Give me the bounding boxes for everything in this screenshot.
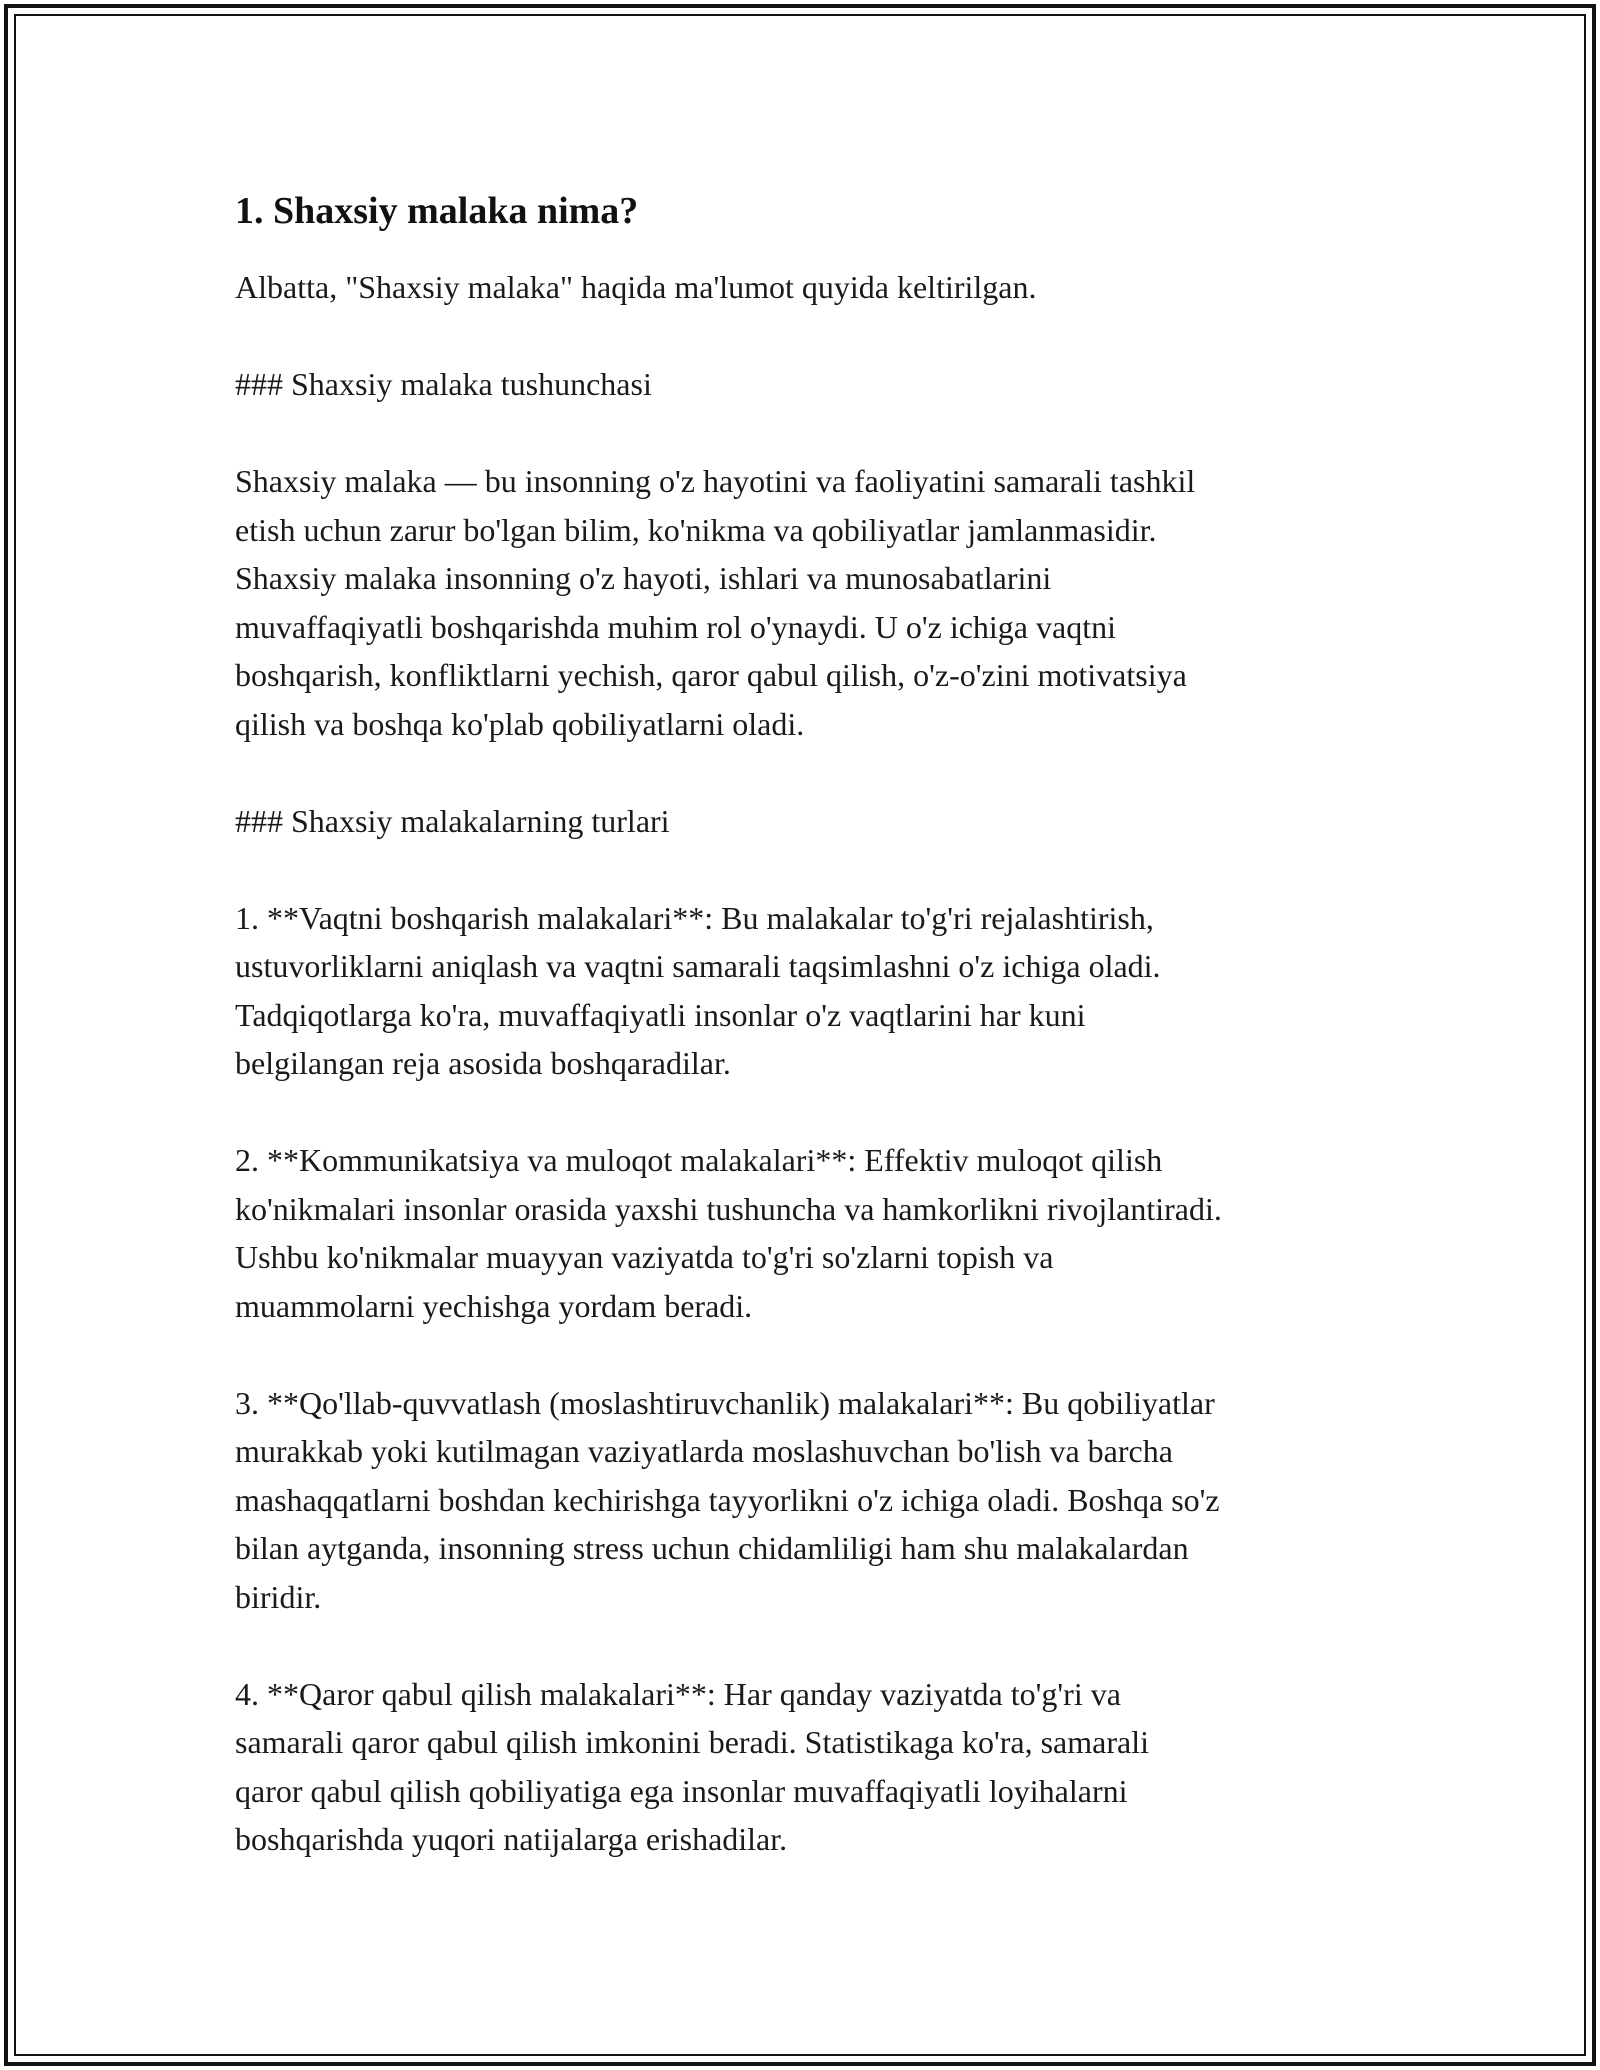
- list-item-communication: 2. **Kommunikatsiya va muloqot malakalari**: Effektiv muloqot qilish ko'nikmalari insonlar orasida yaxshi tushuncha va hamkorlikni rivojlantiradi. Ushbu ko'nikmalar muayyan vaziyatda to'g'ri so'zlarni topish va muammolarni yechishga yordam beradi.: [235, 1142, 1222, 1324]
- list-item-adaptability: 3. **Qo'llab-quvvatlash (moslashtiruvchanlik) malakalari**: Bu qobiliyatlar murakkab yoki kutilmagan vaziyatlarda moslashuvchan bo'lish va barcha mashaqqatlarni boshdan kechirishga tayyorlikni o'z ichiga oladi. Boshqa so'z bilan aytganda, insonning stress uchun chidamliligi ham shu malakalardan biridir.: [235, 1384, 1220, 1615]
- section-heading-concept: ### Shaxsiy malaka tushunchasi: [235, 366, 652, 402]
- concept-paragraph: Shaxsiy malaka — bu insonning o'z hayotini va faoliyatini samarali tashkil etish uchun zarur bo'lgan bilim, ko'nikma va qobiliyatlar jamlanmasidir. Shaxsiy malaka insonning o'z hayoti, ishlari va munosabatlarini muvaffaqiyatli boshqarishda muhim rol o'ynaydi. U o'z ichiga vaqtni boshqarish, konfliktlarni yechish, qaror qabul qilish, o'z-o'zini motivatsiya qilish va boshqa ko'plab qobiliyatlarni oladi.: [235, 463, 1196, 742]
- document-title: 1. Shaxsiy malaka nima?: [235, 190, 639, 232]
- section-heading-types: ### Shaxsiy malakalarning turlari: [235, 802, 670, 839]
- document-body: [235, 185, 1385, 1912]
- list-item-time-management: 1. **Vaqtni boshqarish malakalari**: Bu malakalar to'g'ri rejalashtirish, ustuvorliklarni aniqlash va vaqtni samarali taqsimlashni o'z ichiga oladi. Tadqiqotlarga ko'ra, muvaffaqiyatli insonlar o'z vaqtlarini har kuni belgilangan reja asosida boshqaradilar.: [235, 899, 1161, 1081]
- list-item-decision-making: 4. **Qaror qabul qilish malakalari**: Har qanday vaziyatda to'g'ri va samarali qaror qabul qilish imkonini beradi. Statistikaga ko'ra, samarali qaror qabul qilish qobiliyatiga ega insonlar muvaffaqiyatli loyihalarni boshqarishda yuqori natijalarga erishadilar.: [235, 1675, 1149, 1857]
- intro-paragraph: Albatta, "Shaxsiy malaka" haqida ma'lumot quyida keltirilgan.: [235, 269, 1037, 305]
